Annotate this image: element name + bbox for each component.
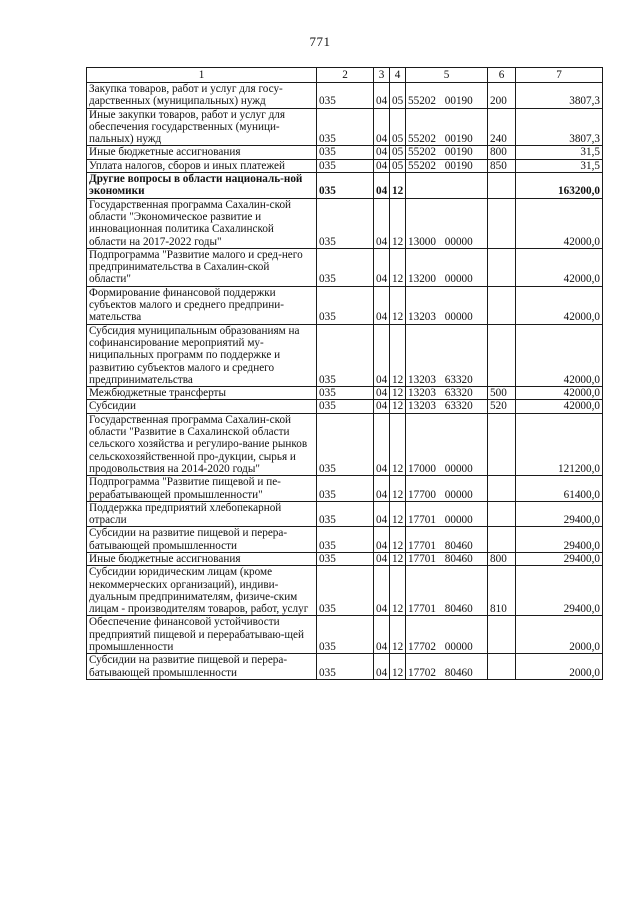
ministry-code: 035: [317, 248, 374, 286]
table-row: [87, 616, 603, 654]
table-row: [87, 159, 603, 172]
subsection-code: 12: [390, 413, 406, 475]
table-row: [87, 501, 603, 527]
table-row: [87, 566, 603, 616]
expense-type-code: [488, 324, 516, 386]
header-row: [87, 68, 603, 83]
subsection-code: 12: [390, 400, 406, 413]
target-article-code: 17700 00000: [406, 476, 488, 502]
amount: 42000,0: [516, 286, 603, 324]
target-article-code: 55202 00190: [406, 108, 488, 146]
expense-type-code: 240: [488, 108, 516, 146]
ministry-code: 035: [317, 286, 374, 324]
amount: 31,5: [516, 159, 603, 172]
target-article-code: 55202 00190: [406, 159, 488, 172]
section-code: 04: [374, 387, 390, 400]
target-article-code: 17701 00000: [406, 501, 488, 527]
ministry-code: 035: [317, 527, 374, 553]
row-name: Иные бюджетные ассигнования: [87, 146, 317, 159]
header-col-1: 1: [87, 68, 317, 83]
section-code: 04: [374, 501, 390, 527]
row-name: Подпрограмма "Развитие малого и сред-него предпринимательства в Сахалин-ской области": [87, 248, 317, 286]
target-article-code: 13000 00000: [406, 198, 488, 248]
table-row: [87, 654, 603, 680]
row-name: Иные бюджетные ассигнования: [87, 552, 317, 565]
section-code: 04: [374, 413, 390, 475]
target-article-code: 13203 00000: [406, 286, 488, 324]
ministry-code: 035: [317, 83, 374, 109]
ministry-code: 035: [317, 501, 374, 527]
table-row: [87, 400, 603, 413]
section-code: 04: [374, 159, 390, 172]
subsection-code: 12: [390, 324, 406, 386]
row-name: Субсидия муниципальным образованиям на софинансирование мероприятий му-ниципальных программ по поддержке и развитию субъектов малого и среднего предпринимательства: [87, 324, 317, 386]
section-code: 04: [374, 286, 390, 324]
header-col-6: 6: [488, 68, 516, 83]
amount: 29400,0: [516, 566, 603, 616]
expense-type-code: 800: [488, 146, 516, 159]
amount: 163200,0: [516, 173, 603, 199]
section-code: 04: [374, 108, 390, 146]
target-article-code: 55202 00190: [406, 146, 488, 159]
expense-type-code: 200: [488, 83, 516, 109]
subsection-code: 12: [390, 527, 406, 553]
row-name: Поддержка предприятий хлебопекарной отрасли: [87, 501, 317, 527]
target-article-code: 17701 80460: [406, 552, 488, 565]
amount: 29400,0: [516, 527, 603, 553]
ministry-code: 035: [317, 566, 374, 616]
row-name: Государственная программа Сахалин-ской области "Развитие в Сахалинской области сельского хозяйства и регулиро-вание рынков сельскохозяйственной про-дукции, сырья и продовольствия на 2014-2020 годы": [87, 413, 317, 475]
ministry-code: 035: [317, 413, 374, 475]
subsection-code: 12: [390, 248, 406, 286]
amount: 2000,0: [516, 616, 603, 654]
table-row: [87, 527, 603, 553]
section-code: 04: [374, 400, 390, 413]
section-code: 04: [374, 173, 390, 199]
ministry-code: 035: [317, 324, 374, 386]
section-code: 04: [374, 552, 390, 565]
target-article-code: 17701 80460: [406, 566, 488, 616]
table-row: [87, 413, 603, 475]
target-article-code: 17701 80460: [406, 527, 488, 553]
table-row: [87, 173, 603, 199]
amount: 29400,0: [516, 501, 603, 527]
target-article-code: 13203 63320: [406, 324, 488, 386]
target-article-code: 17702 00000: [406, 616, 488, 654]
expense-type-code: [488, 527, 516, 553]
expense-type-code: [488, 654, 516, 680]
subsection-code: 12: [390, 616, 406, 654]
expense-type-code: 520: [488, 400, 516, 413]
subsection-code: 12: [390, 173, 406, 199]
row-name: Уплата налогов, сборов и иных платежей: [87, 159, 317, 172]
subsection-code: 12: [390, 286, 406, 324]
row-name: Обеспечение финансовой устойчивости предприятий пищевой и перерабатываю-щей промышленности: [87, 616, 317, 654]
row-name: Закупка товаров, работ и услуг для госу-дарственных (муниципальных) нужд: [87, 83, 317, 109]
amount: 42000,0: [516, 400, 603, 413]
section-code: 04: [374, 527, 390, 553]
expense-type-code: 500: [488, 387, 516, 400]
target-article-code: 13203 63320: [406, 387, 488, 400]
section-code: 04: [374, 146, 390, 159]
table-body: [87, 83, 603, 680]
subsection-code: 12: [390, 552, 406, 565]
table-row: [87, 476, 603, 502]
subsection-code: 05: [390, 108, 406, 146]
subsection-code: 05: [390, 146, 406, 159]
expense-type-code: [488, 476, 516, 502]
ministry-code: 035: [317, 552, 374, 565]
subsection-code: 12: [390, 198, 406, 248]
subsection-code: 12: [390, 387, 406, 400]
table-row: [87, 108, 603, 146]
expense-type-code: [488, 286, 516, 324]
expense-type-code: [488, 248, 516, 286]
row-name: Межбюджетные трансферты: [87, 387, 317, 400]
header-col-3: 3: [374, 68, 390, 83]
amount: 2000,0: [516, 654, 603, 680]
amount: 121200,0: [516, 413, 603, 475]
header-col-4: 4: [390, 68, 406, 83]
amount: 3807,3: [516, 108, 603, 146]
ministry-code: 035: [317, 654, 374, 680]
amount: 42000,0: [516, 387, 603, 400]
section-code: 04: [374, 248, 390, 286]
subsection-code: 12: [390, 501, 406, 527]
row-name: Формирование финансовой поддержки субъектов малого и среднего предприни-мательства: [87, 286, 317, 324]
ministry-code: 035: [317, 108, 374, 146]
row-name: Субсидии на развитие пищевой и перера-батывающей промышленности: [87, 654, 317, 680]
ministry-code: 035: [317, 400, 374, 413]
row-name: Государственная программа Сахалин-ской области "Экономическое развитие и инновационная политика Сахалинской области на 2017-2022 годы": [87, 198, 317, 248]
subsection-code: 12: [390, 566, 406, 616]
subsection-code: 12: [390, 476, 406, 502]
target-article-code: 13203 63320: [406, 400, 488, 413]
section-code: 04: [374, 83, 390, 109]
row-name: Иные закупки товаров, работ и услуг для обеспечения государственных (муници-пальных) нужд: [87, 108, 317, 146]
header-col-7: 7: [516, 68, 603, 83]
header-col-5: 5: [406, 68, 488, 83]
expense-type-code: [488, 198, 516, 248]
section-code: 04: [374, 198, 390, 248]
row-name: Подпрограмма "Развитие пищевой и пе-рерабатывающей промышленности": [87, 476, 317, 502]
row-name: Другие вопросы в области националь-ной экономики: [87, 173, 317, 199]
ministry-code: 035: [317, 387, 374, 400]
expense-type-code: [488, 413, 516, 475]
subsection-code: 12: [390, 654, 406, 680]
table-row: [87, 286, 603, 324]
expense-type-code: [488, 501, 516, 527]
section-code: 04: [374, 616, 390, 654]
subsection-code: 05: [390, 159, 406, 172]
row-name: Субсидии: [87, 400, 317, 413]
target-article-code: 13200 00000: [406, 248, 488, 286]
section-code: 04: [374, 324, 390, 386]
target-article-code: 55202 00190: [406, 83, 488, 109]
expense-type-code: 800: [488, 552, 516, 565]
target-article-code: [406, 173, 488, 199]
row-name: Субсидии юридическим лицам (кроме некоммерческих организаций), индиви-дуальным предпринимателям, физиче-ским лицам - производителям товаров, работ, услуг: [87, 566, 317, 616]
table-row: [87, 552, 603, 565]
expense-type-code: [488, 173, 516, 199]
amount: 42000,0: [516, 198, 603, 248]
page-number: 771: [309, 34, 331, 49]
table-row: [87, 198, 603, 248]
section-code: 04: [374, 476, 390, 502]
header-col-2: 2: [317, 68, 374, 83]
table-row: [87, 146, 603, 159]
table-row: [87, 324, 603, 386]
ministry-code: 035: [317, 146, 374, 159]
amount: 61400,0: [516, 476, 603, 502]
target-article-code: 17702 80460: [406, 654, 488, 680]
amount: 31,5: [516, 146, 603, 159]
amount: 29400,0: [516, 552, 603, 565]
amount: 42000,0: [516, 248, 603, 286]
row-name: Субсидии на развитие пищевой и перера-батывающей промышленности: [87, 527, 317, 553]
table-row: [87, 387, 603, 400]
target-article-code: 17000 00000: [406, 413, 488, 475]
amount: 3807,3: [516, 83, 603, 109]
ministry-code: 035: [317, 159, 374, 172]
expense-type-code: 810: [488, 566, 516, 616]
ministry-code: 035: [317, 476, 374, 502]
budget-table: [86, 67, 603, 680]
ministry-code: 035: [317, 173, 374, 199]
ministry-code: 035: [317, 616, 374, 654]
expense-type-code: 850: [488, 159, 516, 172]
section-code: 04: [374, 566, 390, 616]
section-code: 04: [374, 654, 390, 680]
ministry-code: 035: [317, 198, 374, 248]
subsection-code: 05: [390, 83, 406, 109]
amount: 42000,0: [516, 324, 603, 386]
table-row: [87, 248, 603, 286]
table-row: [87, 83, 603, 109]
expense-type-code: [488, 616, 516, 654]
